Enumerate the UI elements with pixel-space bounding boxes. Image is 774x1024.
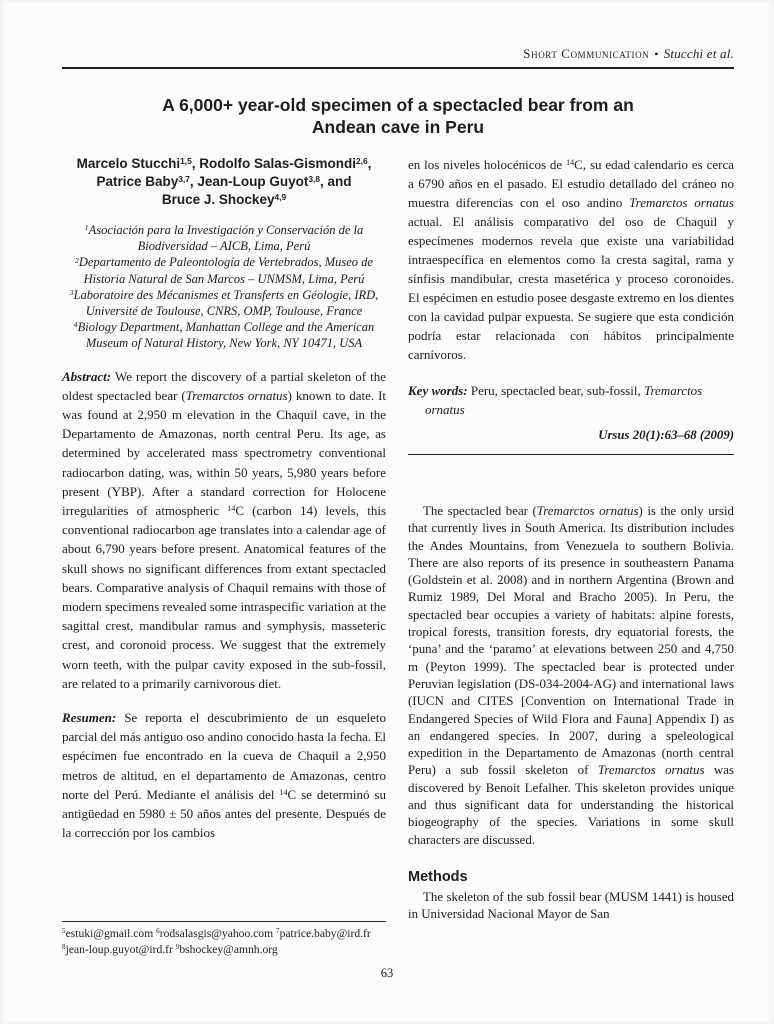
abstract-paragraph: Abstract: We report the discovery of a partial skeleton of the oldest spectacled bear (Tremarctos ornatus) known to date. It was found at 2,950 m elevation in the Chaquil cave, in the Departamento de Amazonas, north central Peru. Its age, as determined by accelerated mass spectrometry conventional radiocarbon dating, was, within 50 years, 5,980 years before present (YBP). After a standard correction for Holocene irregularities of atmospheric $^{14}$C (carbon 14) levels, this conventional radiocarbon age translates into a calendar age of about 6,790 years before present. Anatomical features of the skull shows no significant differences from extant spectacled bears. Comparative analysis of Chaquil remains with those of modern specimens revealed some intraspecific variation at the sagittal crest, mandibular ramus and symphysis, masseteric crest, and coronoid process. We suggest that the extremely worn teeth, with the pulpar cavity exposed in the sub-fossil, are related to a primarily carnivorous diet. — [62, 368, 387, 691]
affiliation-list — [62, 222, 386, 352]
running-head — [62, 46, 734, 62]
introduction-paragraph: The spectacled bear (Tremarctos ornatus) is the only ursid that currently lives in South America. Its distribution includes the Andes Mountains, from Venezuela to southern Bolivia. There are also reports of its presence in southeastern Panama (Goldstein et al. 2008) and in northern Argentina (Brown and Rumiz 1989, Del Moral and Bracho 2005). In Peru, the spectacled bear occupies a variety of habitats: alpine forests, tropical forests, transition forests, dry equatorial forests, the ‘puna’ and the ‘paramo’ at elevations between 250 and 4,750 m (Peyton 1999). The spectacled bear is protected under Peruvian legislation (DS-034-2004-AG) and international laws (IUCN and CITES [Convention on International Trade in Endangered Species of Wild Flora and Fauna] Appendix I) as an endangered species. In 2007, during a speleological expedition in the Departamento de Amazonas (north central Peru) a sub fossil skeleton of Tremarctos ornatus was discovered by Benoit Lefalher. This skeleton provides unique and thus significant data for understanding the historical biogeography of the species. Variations in some skull characters are discussed. — [408, 504, 734, 847]
left-column — [62, 155, 386, 957]
footnote-block — [62, 909, 386, 957]
author-line: Marcelo Stucchi$^{1,5}$, Rodolfo Salas-Gismondi$^{2,6}$, — [76, 155, 372, 171]
article-title-line1: A 6,000+ year-old specimen of a spectacled bear from an — [162, 95, 634, 115]
methods-paragraph: The skeleton of the sub fossil bear (MUSM 1441) is housed in Universidad Nacional Mayor de San — [408, 889, 734, 922]
running-head-section: Short Communication — [523, 46, 650, 61]
citation-rule — [408, 454, 734, 455]
journal-citation: Ursus 20(1):63–68 (2009) — [598, 428, 734, 442]
resumen-paragraph: Resumen: Se reporta el descubrimiento de un esqueleto parcial del más antiguo oso andino conocido hasta la fecha. El espécimen fue encontrado en la cueva de Chaquil a 2,950 metros de altitud, en el departamento de Amazonas, centro norte del Perú. Mediante el análisis del $^{14}$C se determinó su antigüedad en 5980 ± 50 años antes del presente. Después de la corrección por los cambios — [62, 710, 386, 841]
author-line: Bruce J. Shockey$^{4,9}$ — [161, 191, 287, 207]
keywords-paragraph: Key words: Peru, spectacled bear, sub-fossil, Tremarctos ornatus — [408, 383, 703, 417]
article-title-line2: Andean cave in Peru — [311, 117, 485, 137]
running-head-bullet-icon: • — [654, 47, 659, 61]
affiliation: $^3$Laboratoire des Mécanismes et Transferts en Géologie, IRD, Université de Toulouse, CNRS, OMP, Toulouse, France — [69, 287, 379, 319]
header-rule — [62, 67, 734, 69]
article-title — [62, 94, 734, 138]
resumen-continuation-paragraph: en los niveles holocénicos de $^{14}$C, su edad calendario es cerca a 6790 años en el pasado. El estudio detallado del cráneo no muestra diferencias con el oso andino Tremarctos ornatus actual. El análisis comparativo del oso de Chaquil y especímenes modernos revela que existe una variabilidad intraespecífica en elementos como la cresta sagital, rama y sínfisis mandibular, cresta masetérica y proceso coronoides. El espécimen en estudio posee desgaste extremo en los dientes con la cavidad pulpar expuesta. Se sugiere que esta condición podría estar relacionada con hábitos principalmente carnívoros. — [408, 157, 734, 362]
footnote-rule — [62, 921, 386, 922]
affiliation: $^2$Departamento de Paleontología de Vertebrados, Museo de Historia Natural de San Marcos – UNMSM, Lima, Perú — [75, 255, 373, 286]
running-head-authors: Stucchi et al. — [663, 46, 734, 61]
author-list — [62, 155, 386, 209]
page-number: 63 — [380, 966, 394, 980]
two-column-layout — [62, 155, 734, 957]
right-column — [408, 155, 734, 957]
author-line: Patrice Baby$^{3,7}$, Jean-Loup Guyot$^{3,8}$, and — [96, 173, 352, 189]
author-email-footnotes: $^5$estuki@gmail.com $^6$rodsalasgis@yahoo.com $^7$patrice.baby@ird.fr $^8$jean-loup.guyot@ird.fr $^9$bshockey@amnh.org — [62, 927, 371, 956]
affiliation: $^1$Asociación para la Investigación y Conservación de la Biodiversidad – AICB, Lima, Perú — [84, 223, 364, 254]
methods-heading: Methods — [408, 868, 468, 885]
affiliation: $^4$Biology Department, Manhattan College and the American Museum of Natural History, New York, NY 10471, USA — [73, 320, 375, 351]
